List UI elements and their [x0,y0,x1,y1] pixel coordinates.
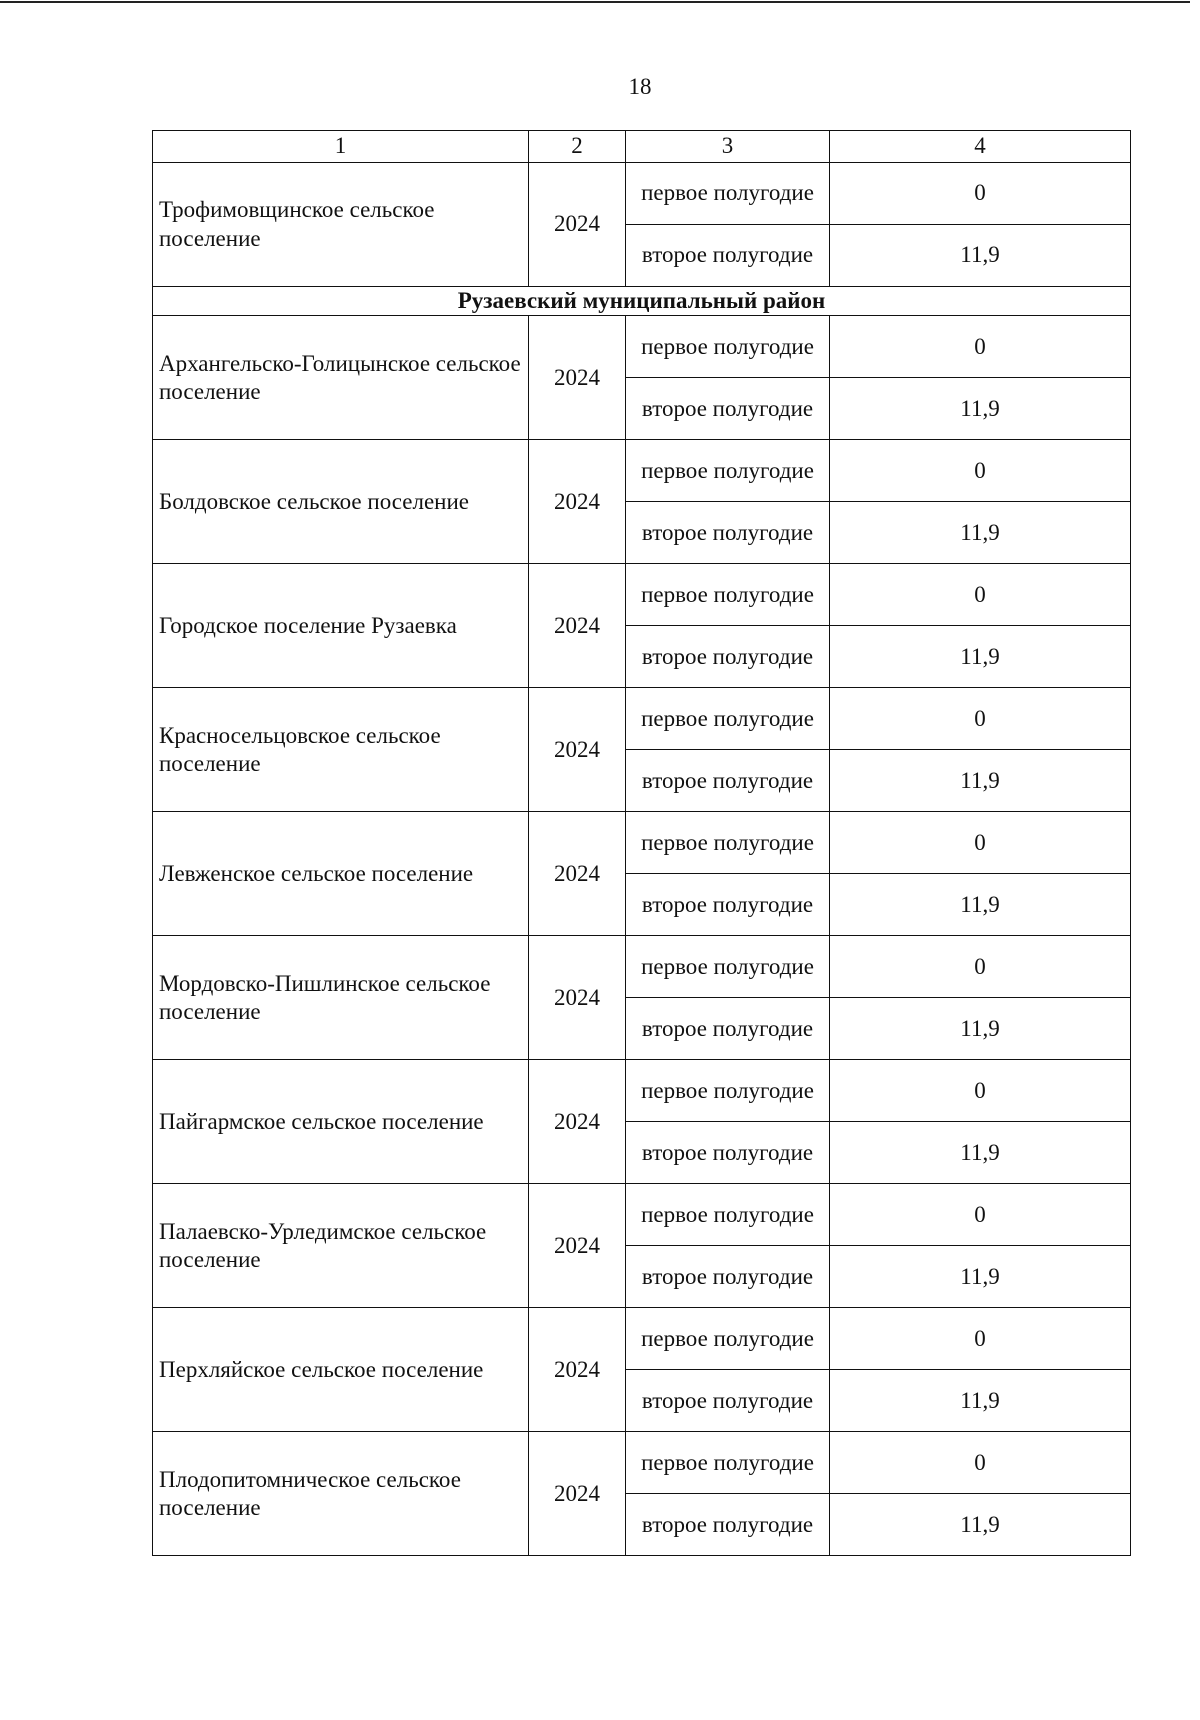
period-cell: второе полугодие [626,225,830,287]
period-cell: первое полугодие [626,688,830,750]
table-row [153,163,1131,225]
period-cell: первое полугодие [626,936,830,998]
year-cell: 2024 [529,1184,626,1308]
settlement-name: Палаевско-Урледимское сельское поселение [153,1184,529,1308]
column-header: 3 [626,131,830,163]
period-cell: второе полугодие [626,998,830,1060]
settlement-name: Трофимовщинское сельское поселение [153,163,529,287]
settlement-name: Пайгармское сельское поселение [153,1060,529,1184]
value-cell: 11,9 [830,1122,1131,1184]
period-cell: первое полугодие [626,564,830,626]
settlement-name: Городское поселение Рузаевка [153,564,529,688]
value-cell: 11,9 [830,874,1131,936]
value-cell: 11,9 [830,750,1131,812]
value-cell: 11,9 [830,502,1131,564]
district-name: Рузаевский муниципальный район [153,287,1131,316]
value-cell: 0 [830,1060,1131,1122]
table-row [153,936,1131,998]
value-cell: 0 [830,316,1131,378]
settlement-name: Архангельско-Голицынское сельское поселение [153,316,529,440]
year-cell: 2024 [529,163,626,287]
value-cell: 11,9 [830,1494,1131,1556]
settlement-name: Красносельцовское сельское поселение [153,688,529,812]
value-cell: 0 [830,812,1131,874]
district-header-row [153,287,1131,316]
period-cell: первое полугодие [626,163,830,225]
period-cell: второе полугодие [626,1122,830,1184]
period-cell: первое полугодие [626,1432,830,1494]
period-cell: первое полугодие [626,1060,830,1122]
period-cell: второе полугодие [626,626,830,688]
top-border-line [0,1,1190,3]
table-row [153,1060,1131,1122]
period-cell: второе полугодие [626,1246,830,1308]
value-cell: 0 [830,1308,1131,1370]
value-cell: 11,9 [830,1246,1131,1308]
value-cell: 0 [830,1432,1131,1494]
data-table [152,130,1131,1556]
value-cell: 11,9 [830,1370,1131,1432]
table-row [153,1432,1131,1494]
settlement-name: Плодопитомническое сельское поселение [153,1432,529,1556]
year-cell: 2024 [529,936,626,1060]
column-header: 4 [830,131,1131,163]
period-cell: второе полугодие [626,750,830,812]
settlement-name: Перхляйское сельское поселение [153,1308,529,1432]
table-row [153,1184,1131,1246]
year-cell: 2024 [529,1308,626,1432]
period-cell: второе полугодие [626,378,830,440]
period-cell: первое полугодие [626,1184,830,1246]
settlement-name: Левженское сельское поселение [153,812,529,936]
year-cell: 2024 [529,564,626,688]
column-header: 1 [153,131,529,163]
value-cell: 11,9 [830,378,1131,440]
table-row [153,316,1131,378]
page-number: 18 [628,74,652,99]
year-cell: 2024 [529,1432,626,1556]
period-cell: второе полугодие [626,502,830,564]
table-row [153,564,1131,626]
value-cell: 11,9 [830,998,1131,1060]
year-cell: 2024 [529,688,626,812]
value-cell: 11,9 [830,225,1131,287]
value-cell: 0 [830,564,1131,626]
table-row [153,1308,1131,1370]
value-cell: 0 [830,936,1131,998]
value-cell: 0 [830,688,1131,750]
value-cell: 0 [830,1184,1131,1246]
table-row [153,688,1131,750]
year-cell: 2024 [529,812,626,936]
year-cell: 2024 [529,1060,626,1184]
period-cell: первое полугодие [626,1308,830,1370]
value-cell: 0 [830,163,1131,225]
table-header-row [153,131,1131,163]
period-cell: первое полугодие [626,440,830,502]
period-cell: второе полугодие [626,1370,830,1432]
table-body [153,131,1131,1556]
year-cell: 2024 [529,440,626,564]
settlement-name: Мордовско-Пишлинское сельское поселение [153,936,529,1060]
period-cell: первое полугодие [626,812,830,874]
table-row [153,440,1131,502]
value-cell: 0 [830,440,1131,502]
period-cell: второе полугодие [626,1494,830,1556]
period-cell: второе полугодие [626,874,830,936]
table-row [153,812,1131,874]
period-cell: первое полугодие [626,316,830,378]
column-header: 2 [529,131,626,163]
settlement-name: Болдовское сельское поселение [153,440,529,564]
year-cell: 2024 [529,316,626,440]
value-cell: 11,9 [830,626,1131,688]
